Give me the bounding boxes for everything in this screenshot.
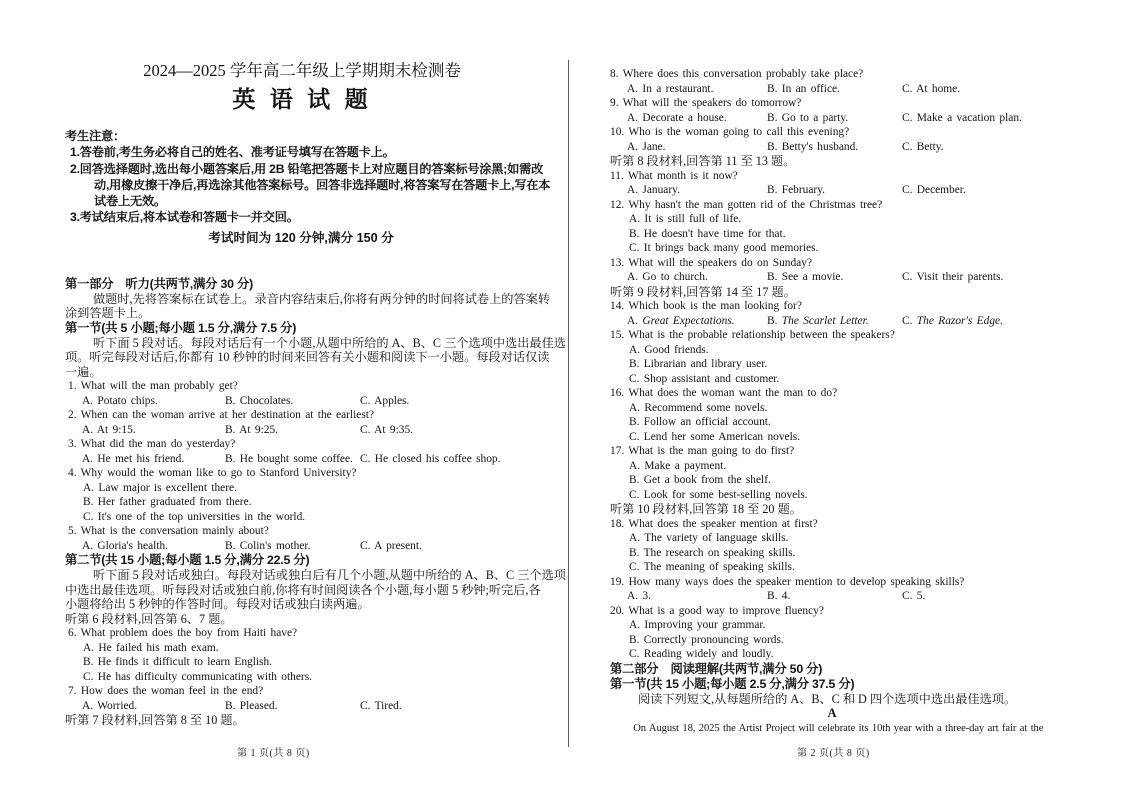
question-line: 16. What does the woman want the man to do?	[610, 387, 838, 399]
option-cell: A. In a restaurant.	[627, 82, 714, 95]
option-cell: B. 4.	[767, 590, 791, 602]
section-heading: 第二节(共 15 小题;每小题 1.5 分,满分 22.5 分)	[65, 553, 310, 568]
option-cell: A. 3.	[627, 590, 651, 602]
option-cell: B. Colin's mother.	[225, 539, 311, 552]
question-line: 2. When can the woman arrive at her destination at the earliest?	[68, 409, 374, 422]
question-line: 15. What is the probable relationship between the speakers?	[610, 329, 895, 341]
option-line: A. Recommend some novels.	[629, 401, 768, 414]
option-cell: C. Visit their parents.	[902, 271, 1004, 283]
option-row	[610, 314, 1088, 329]
option-cell: B. Betty's husband.	[767, 140, 859, 153]
option-letter: A.	[627, 314, 643, 327]
question-line: 18. What does the speaker mention at first?	[610, 517, 818, 530]
option-cell: A. Worried.	[82, 699, 138, 712]
option-row	[65, 423, 565, 438]
book-title-italic: The Scarlet Letter.	[781, 314, 869, 327]
text-line: 小题将给出 5 秒钟的作答时间。每段对话或独白读两遍。	[65, 597, 370, 612]
text-line: 涂到答题卡上。	[65, 306, 151, 321]
column-divider-line	[568, 60, 569, 747]
text-line: 听第 7 段材料,回答第 8 至 10 题。	[65, 713, 245, 728]
option-cell: B. In an office.	[767, 82, 840, 95]
section-heading: 第一节(共 5 小题;每小题 1.5 分,满分 7.5 分)	[65, 320, 297, 335]
option-cell: C. At home.	[902, 82, 961, 95]
option-line: A. Good friends.	[629, 343, 709, 356]
option-line: A. Make a payment.	[629, 459, 727, 472]
question-line: 10. Who is the woman going to call this evening?	[610, 126, 850, 138]
option-line: B. The research on speaking skills.	[629, 546, 796, 559]
question-line: 1. What will the man probably get?	[68, 380, 238, 393]
notice-line: 2.回答选择题时,选出每小题答案后,用 2B 铅笔把答题卡上对应题目的答案标号涂黑;如需改	[70, 161, 544, 176]
option-line: B. He doesn't have time for that.	[629, 227, 786, 240]
exam-duration-line: 考试时间为 120 分钟,满分 150 分	[208, 230, 394, 245]
option-line: C. The meaning of speaking skills.	[629, 561, 795, 573]
page-number-footer: 第 2 页(共 8 页)	[797, 748, 870, 759]
option-row	[65, 394, 565, 409]
option-cell	[767, 314, 869, 329]
option-cell: A. At 9:15.	[82, 423, 136, 436]
option-cell: A. Jane.	[627, 140, 666, 153]
option-line: B. He finds it difficult to learn English.	[83, 656, 273, 669]
question-line: 12. Why hasn't the man gotten rid of the Christmas tree?	[610, 198, 883, 211]
option-cell: B. Go to a party.	[767, 111, 849, 124]
option-row	[610, 111, 1088, 126]
section-heading: 第二部分 阅读理解(共两节,满分 50 分)	[610, 661, 823, 676]
option-line: A. Law major is excellent there.	[83, 481, 237, 494]
option-line: C. Reading widely and loudly.	[629, 648, 774, 660]
option-cell: C. He closed his coffee shop.	[360, 452, 501, 465]
text-line: 中选出最佳选项。听每段对话或独白前,你将有时间阅读各个小题,每小题 5 秒钟;听完后,各	[65, 582, 541, 597]
option-cell: C. A present.	[360, 539, 422, 552]
notice-line: 3.考试结束后,将本试卷和答题卡一并交回。	[70, 210, 299, 225]
option-line: B. Her father graduated from there.	[83, 496, 252, 509]
option-line: C. Shop assistant and customer.	[629, 372, 780, 385]
option-line: A. Improving your grammar.	[629, 619, 766, 631]
question-line: 3. What did the man do yesterday?	[68, 438, 236, 451]
option-line: C. He has difficulty communicating with others.	[83, 670, 312, 683]
text-line: 阅读下列短文,从每题所给的 A、B、C 和 D 四个选项中选出最佳选项。	[638, 691, 1017, 706]
option-letter: C.	[902, 314, 917, 327]
option-cell: A. Decorate a house.	[627, 111, 727, 124]
option-letter: B.	[767, 314, 782, 327]
book-title-italic: The Razor's Edge.	[916, 314, 1003, 327]
option-line: B. Correctly pronouncing words.	[629, 633, 784, 646]
passage-label: A	[827, 706, 837, 720]
option-line: C. It brings back many good memories.	[629, 242, 819, 254]
doc-subtitle: 英 语 试 题	[232, 86, 372, 112]
option-row	[610, 140, 1088, 155]
option-line: C. Look for some best-selling novels.	[629, 488, 808, 501]
option-cell: A. He met his friend.	[82, 452, 185, 465]
notice-line: 试卷上无效。	[94, 194, 166, 209]
option-line: B. Get a book from the shelf.	[629, 474, 771, 486]
text-line: 听第 8 段材料,回答第 11 至 13 题。	[610, 154, 796, 168]
option-cell: C. 5.	[902, 590, 926, 602]
text-line: 听第 10 段材料,回答第 18 至 20 题。	[610, 502, 802, 516]
option-cell: B. Chocolates.	[225, 394, 294, 407]
page-2-content	[610, 67, 1088, 736]
option-row	[610, 589, 1088, 604]
text-line: 做题时,先将答案标在试卷上。录音内容结束后,你将有两分钟的时间将试卷上的答案转	[93, 291, 551, 306]
option-line: A. He failed his math exam.	[83, 641, 219, 654]
notice-line: 动,用橡皮擦干净后,再选涂其他答案标号。回答非选择题时,将答案写在答题卡上,写在本	[94, 177, 551, 192]
option-cell: B. See a movie.	[767, 271, 844, 283]
option-row	[610, 82, 1088, 97]
option-cell: C. Tired.	[360, 699, 402, 712]
text-line: 一遍。	[65, 364, 102, 379]
doc-title: 2024—2025 学年高二年级上学期期末检测卷	[143, 61, 461, 80]
option-row	[65, 539, 565, 554]
option-cell: C. Apples.	[360, 394, 410, 407]
question-line: 5. What is the conversation mainly about?	[68, 525, 269, 538]
text-line: 听第 9 段材料,回答第 14 至 17 题。	[610, 284, 796, 299]
text-line: 听下面 5 段对话。每段对话后有一个小题,从题中所给的 A、B、C 三个选项中选出最佳选	[93, 335, 566, 350]
passage-line: On August 18, 2025 the Artist Project will celebrate its 10th year with a three-day art fair at the	[633, 722, 1044, 734]
question-line: 8. Where does this conversation probably take place?	[610, 68, 864, 80]
option-cell: A. January.	[627, 184, 680, 196]
option-cell: C. December.	[902, 184, 966, 196]
question-line: 14. Which book is the man looking for?	[610, 300, 802, 312]
option-row	[65, 452, 565, 467]
option-cell: B. He bought some coffee.	[225, 452, 353, 465]
notice-heading: 考生注意：	[65, 129, 125, 143]
option-row	[610, 270, 1088, 285]
book-title-italic: Great Expectations.	[642, 314, 735, 327]
option-cell	[627, 314, 735, 329]
option-cell	[902, 314, 1003, 329]
question-line: 13. What will the speakers do on Sunday?	[610, 256, 812, 269]
option-row	[610, 183, 1088, 198]
exam-page-2	[610, 67, 1088, 736]
option-cell: A. Go to church.	[627, 271, 708, 283]
question-line: 4. Why would the woman like to go to Stanford University?	[68, 467, 357, 480]
exam-page-1	[65, 58, 565, 728]
question-line: 11. What month is it now?	[610, 169, 738, 182]
option-cell: B. February.	[767, 184, 826, 196]
section-heading: 第一部分 听力(共两节,满分 30 分)	[65, 276, 253, 291]
option-cell: A. Potato chips.	[82, 394, 158, 407]
option-cell: C. Make a vacation plan.	[902, 111, 1022, 124]
question-line: 7. How does the woman feel in the end?	[68, 685, 264, 698]
text-line: 项。听完每段对话后,你都有 10 秒钟的时间来回答有关小题和阅读下一小题。每段对话仅读	[65, 350, 550, 365]
option-cell: C. At 9:35.	[360, 423, 414, 436]
text-line: 听下面 5 段对话或独白。每段对话或独白后有几个小题,从题中所给的 A、B、C 三个选项	[93, 568, 566, 583]
option-cell: B. Pleased.	[225, 699, 278, 712]
text-line: 听第 6 段材料,回答第 6、7 题。	[65, 611, 233, 626]
option-line: B. Follow an official account.	[629, 416, 771, 428]
notice-line: 1.答卷前,考生务必将自己的姓名、准考证号填写在答题卡上。	[70, 145, 395, 160]
option-line: B. Librarian and library user.	[629, 358, 768, 370]
section-heading: 第一节(共 15 小题;每小题 2.5 分,满分 37.5 分)	[610, 676, 855, 691]
option-line: A. It is still full of life.	[629, 213, 742, 225]
option-cell: A. Gloria's health.	[82, 539, 169, 552]
question-line: 9. What will the speakers do tomorrow?	[610, 97, 802, 109]
option-line: C. Lend her some American novels.	[629, 430, 801, 443]
question-line: 17. What is the man going to do first?	[610, 445, 795, 457]
page-number-footer: 第 1 页(共 8 页)	[237, 748, 310, 759]
option-line: C. It's one of the top universities in the world.	[83, 510, 306, 523]
option-cell: C. Betty.	[902, 140, 944, 153]
question-line: 6. What problem does the boy from Haiti have?	[68, 627, 298, 640]
question-line: 19. How many ways does the speaker mention to develop speaking skills?	[610, 575, 965, 588]
option-line: A. The variety of language skills.	[629, 532, 789, 544]
page-1-content	[65, 58, 565, 728]
option-row	[65, 699, 565, 714]
option-cell: B. At 9:25.	[225, 423, 279, 436]
question-line: 20. What is a good way to improve fluency?	[610, 604, 824, 617]
